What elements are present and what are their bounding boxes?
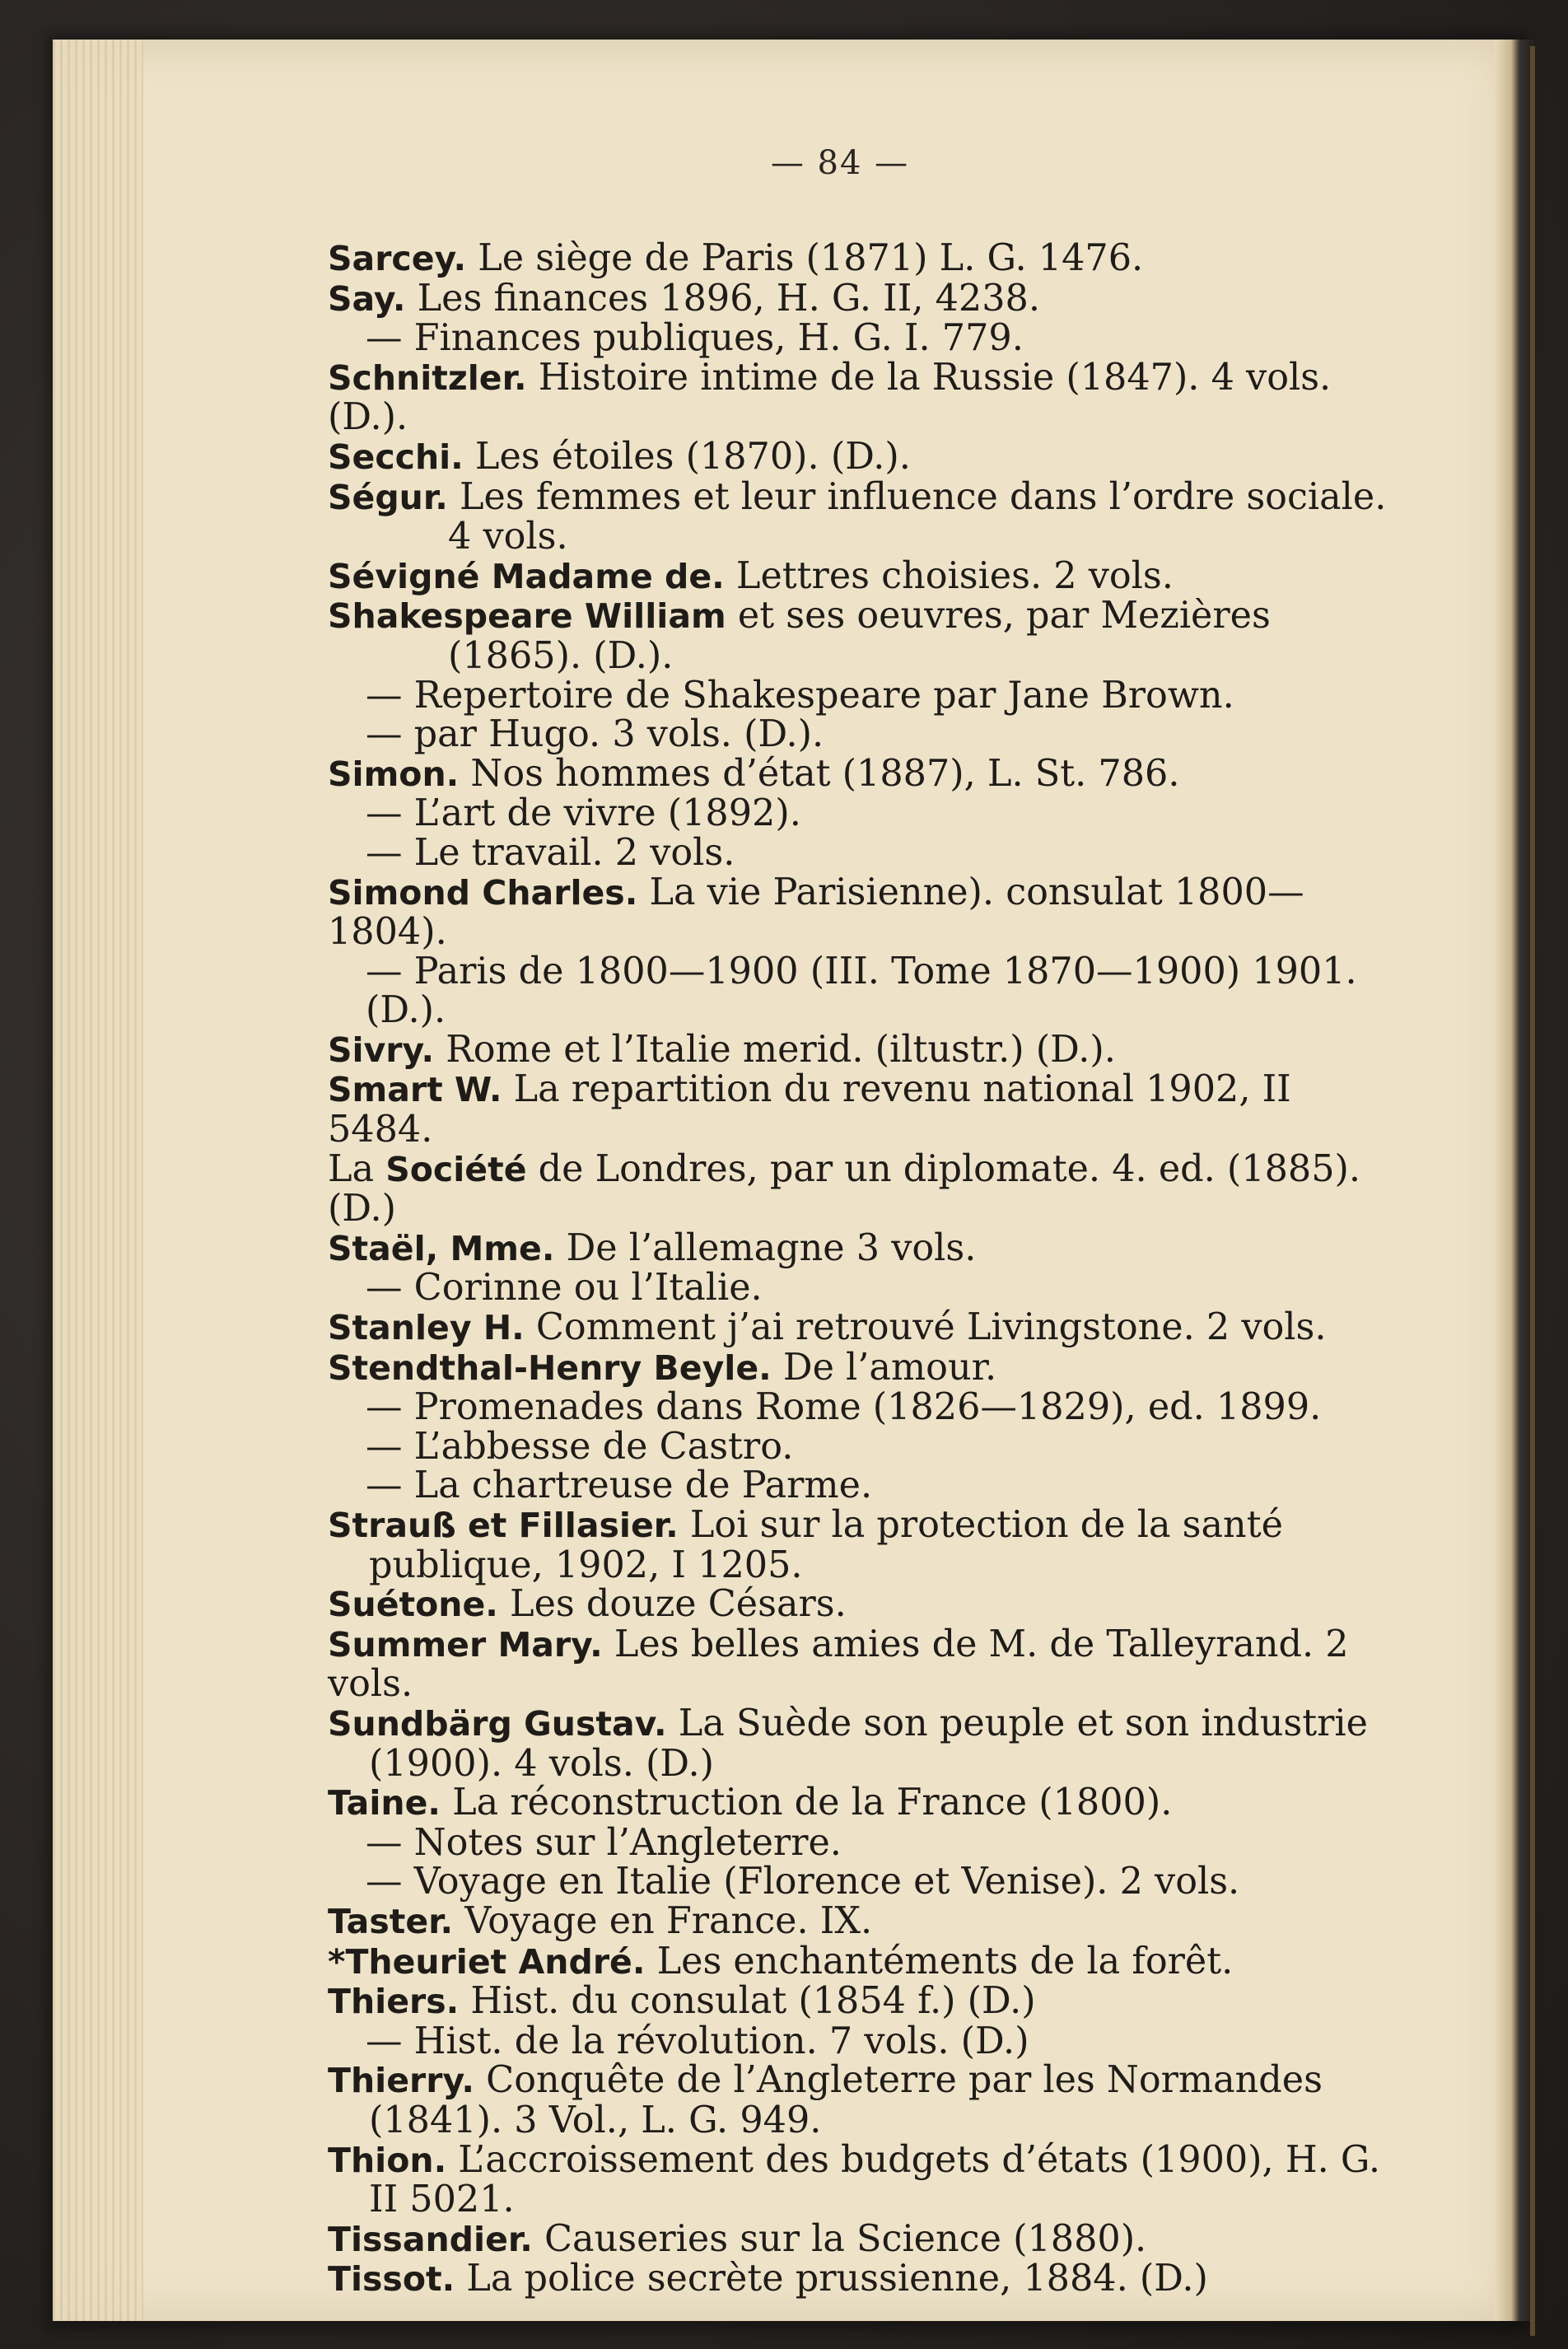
bibliography-entry [328, 239, 1407, 279]
author-name: Simon. [328, 754, 460, 794]
sub-entry-text: — La chartreuse de Parme. [366, 1464, 873, 1507]
sub-entry-text: — Voyage en Italie (Florence et Venise). 2 vols. [366, 1861, 1240, 1903]
sub-entry-text: — Promenades dans Rome (1826—1829), ed. 1899. [366, 1386, 1322, 1429]
bibliography-entry [328, 1899, 1407, 1942]
entry-prefix: La [328, 1147, 386, 1190]
author-name: Strauß et Fillasier. [328, 1506, 679, 1545]
sub-entry-text: — Corinne ou l’Italie. [366, 1267, 763, 1310]
author-name: Schnitzler. [328, 357, 527, 398]
bibliography-entry [328, 358, 1407, 437]
author-name: Thierry. [328, 2061, 474, 2101]
sub-entry-text: — par Hugo. 3 vols. (D.). [366, 713, 824, 756]
sub-entry-text: — Le travail. 2 vols. [366, 831, 735, 874]
bibliography-entry [328, 715, 1407, 754]
bibliography-entry [328, 952, 1407, 1030]
entry-title: La réconstruction de la France (1800). [440, 1782, 1173, 1824]
bibliography-entry [328, 1427, 1407, 1467]
bibliography-entry [328, 2138, 1407, 2221]
bibliography-entry [328, 2022, 1407, 2062]
entry-title: Rome et l’Italie merid. (iltustr.) (D.). [434, 1028, 1116, 1071]
author-name: *Theuriet André. [328, 1941, 646, 1982]
bibliography-entry [328, 754, 1407, 795]
entry-title: La vie Parisienne). consulat 1800—1804). [328, 871, 1304, 954]
sub-entry-text: — Hist. de la révolution. 7 vols. (D.) [366, 2020, 1029, 2062]
spine-rule [1530, 46, 1535, 2336]
bibliography-entry [328, 279, 1407, 320]
author-name: Société [385, 1149, 527, 1189]
author-name: Sévigné Madame de. [328, 556, 725, 596]
author-name: Secchi. [328, 437, 464, 477]
bibliography-entry [328, 2259, 1407, 2300]
entry-title: Lettres choisies. 2 vols. [724, 554, 1174, 597]
sub-entry-text: — L’abbesse de Castro. [366, 1425, 794, 1468]
entry-continuation: II 5021. [369, 2179, 515, 2221]
entry-title: Les femmes et leur influence dans l’ordre sociale. [447, 475, 1387, 518]
bibliography-entry [328, 1070, 1407, 1149]
page-edges [53, 40, 143, 2321]
entry-title: Le siège de Paris (1871) L. G. 1476. [466, 237, 1144, 279]
bibliography-entry [328, 1226, 1407, 1269]
bibliography-entry [328, 554, 1407, 597]
entry-title: De l’allemagne 3 vols. [554, 1226, 977, 1269]
sub-entry-text: — Paris de 1800—1900 (III. Tome 1870—1900) 1901. (D.). [366, 950, 1357, 1032]
bibliography-entry [328, 676, 1407, 716]
entry-title: Comment j’ai retrouvé Livingstone. 2 vols. [524, 1306, 1327, 1349]
entry-title: Les douze Césars. [497, 1583, 847, 1626]
entry-title: Causeries sur la Science (1880). [532, 2217, 1147, 2260]
entry-continuation: (1865). (D.). [448, 634, 674, 677]
bibliography-entry [328, 437, 1407, 478]
entry-title: L’accroissement des budgets d’états (1900), H. G. [446, 2138, 1381, 2181]
author-name: Stanley H. [328, 1308, 525, 1348]
author-name: Sarcey. [328, 239, 467, 278]
bibliography-entry [328, 1783, 1407, 1824]
author-name: Thiers. [328, 1982, 460, 2022]
entry-title: et ses oeuvres, par Mezières [726, 595, 1271, 637]
author-name: Tissandier. [328, 2219, 533, 2259]
bibliography-entry [328, 1942, 1407, 1982]
entry-title: Loi sur la protection de la santé [678, 1504, 1283, 1546]
entry-title: La Suède son peuple et son industrie [666, 1702, 1368, 1744]
bibliography-entry [328, 794, 1407, 834]
entry-title: de Londres, par un diplomate. 4. ed. (1885). (D.) [328, 1147, 1361, 1231]
bibliography-entry [328, 2061, 1407, 2140]
bibliography-entry [328, 1348, 1407, 1389]
author-name: Ségur. [328, 477, 448, 517]
entry-continuation: (1900). 4 vols. (D.) [369, 1742, 714, 1785]
sub-entry-text: — Notes sur l’Angleterre. [366, 1821, 842, 1864]
bibliography-entry [328, 475, 1407, 558]
entry-title: De l’amour. [771, 1346, 997, 1389]
author-name: Taster. [328, 1901, 454, 1941]
bibliography-entry [328, 1704, 1407, 1783]
author-name: Summer Mary. [328, 1624, 603, 1665]
bibliography-entry [328, 1625, 1407, 1704]
bibliography-entry [328, 2217, 1407, 2260]
author-name: Simond Charles. [328, 872, 638, 913]
bibliography-entry [328, 1821, 1407, 1864]
entry-title: Conquête de l’Angleterre par les Normandes [474, 2059, 1323, 2102]
entry-title: La repartition du revenu national 1902, II 5484. [328, 1068, 1291, 1151]
author-name: Say. [328, 278, 406, 319]
bibliography-entry [328, 873, 1407, 952]
author-name: Tissot. [328, 2259, 455, 2300]
entry-title: La police secrète prussienne, 1884. (D.) [455, 2258, 1208, 2300]
bibliography-entry [328, 1585, 1407, 1625]
author-name: Sundbärg Gustav. [328, 1703, 667, 1744]
entry-title: Histoire intime de la Russie (1847). 4 vols. (D.). [328, 356, 1332, 439]
bibliography-entry [328, 1466, 1407, 1506]
author-name: Staël, Mme. [328, 1228, 555, 1268]
bibliography-entry [328, 596, 1407, 675]
entry-continuation: 4 vols. [448, 516, 568, 558]
bibliography-entry [328, 1147, 1407, 1231]
sub-entry-text: — Finances publiques, H. G. I. 779. [366, 317, 1024, 360]
entry-title: Les belles amies de M. de Talleyrand. 2 vols. [328, 1623, 1349, 1706]
bibliography-entry [328, 1030, 1407, 1071]
author-name: Suétone. [328, 1585, 498, 1625]
bibliography-entry [328, 831, 1407, 874]
page-number: — 84 — [770, 144, 910, 182]
author-name: Sivry. [328, 1030, 435, 1070]
author-name: Thion. [328, 2140, 447, 2180]
sub-entry-text: — Repertoire de Shakespeare par Jane Brown. [366, 674, 1234, 717]
entry-continuation: (1841). 3 Vol., L. G. 949. [369, 2099, 822, 2141]
sub-entry-text: — L’art de vivre (1892). [366, 792, 801, 835]
author-name: Stendthal-Henry Beyle. [328, 1347, 772, 1388]
bibliography-entry [328, 1268, 1407, 1308]
bibliography-entry [328, 1388, 1407, 1427]
entry-title: Hist. du consulat (1854 f.) (D.) [459, 1980, 1036, 2023]
entry-title: Les finances 1896, H. G. II, 4238. [405, 277, 1040, 320]
author-name: Taine. [328, 1783, 441, 1824]
entry-title: Les enchantéments de la forêt. [645, 1940, 1234, 1982]
author-name: Smart W. [328, 1070, 502, 1110]
bibliography-entry [328, 1308, 1407, 1348]
bibliography-entry [328, 1506, 1407, 1585]
entry-title: Nos hommes d’état (1887), L. St. 786. [459, 752, 1180, 795]
bibliography-entry [328, 1982, 1407, 2022]
bibliography-list [328, 239, 1407, 2300]
entry-title: Les étoiles (1870). (D.). [463, 435, 911, 478]
entry-title: Voyage en France. IX. [453, 1899, 873, 1942]
entry-continuation: publique, 1902, I 1205. [369, 1543, 803, 1586]
bibliography-entry [328, 319, 1407, 358]
author-name: Shakespeare William [328, 596, 726, 637]
bibliography-entry [328, 1862, 1407, 1902]
